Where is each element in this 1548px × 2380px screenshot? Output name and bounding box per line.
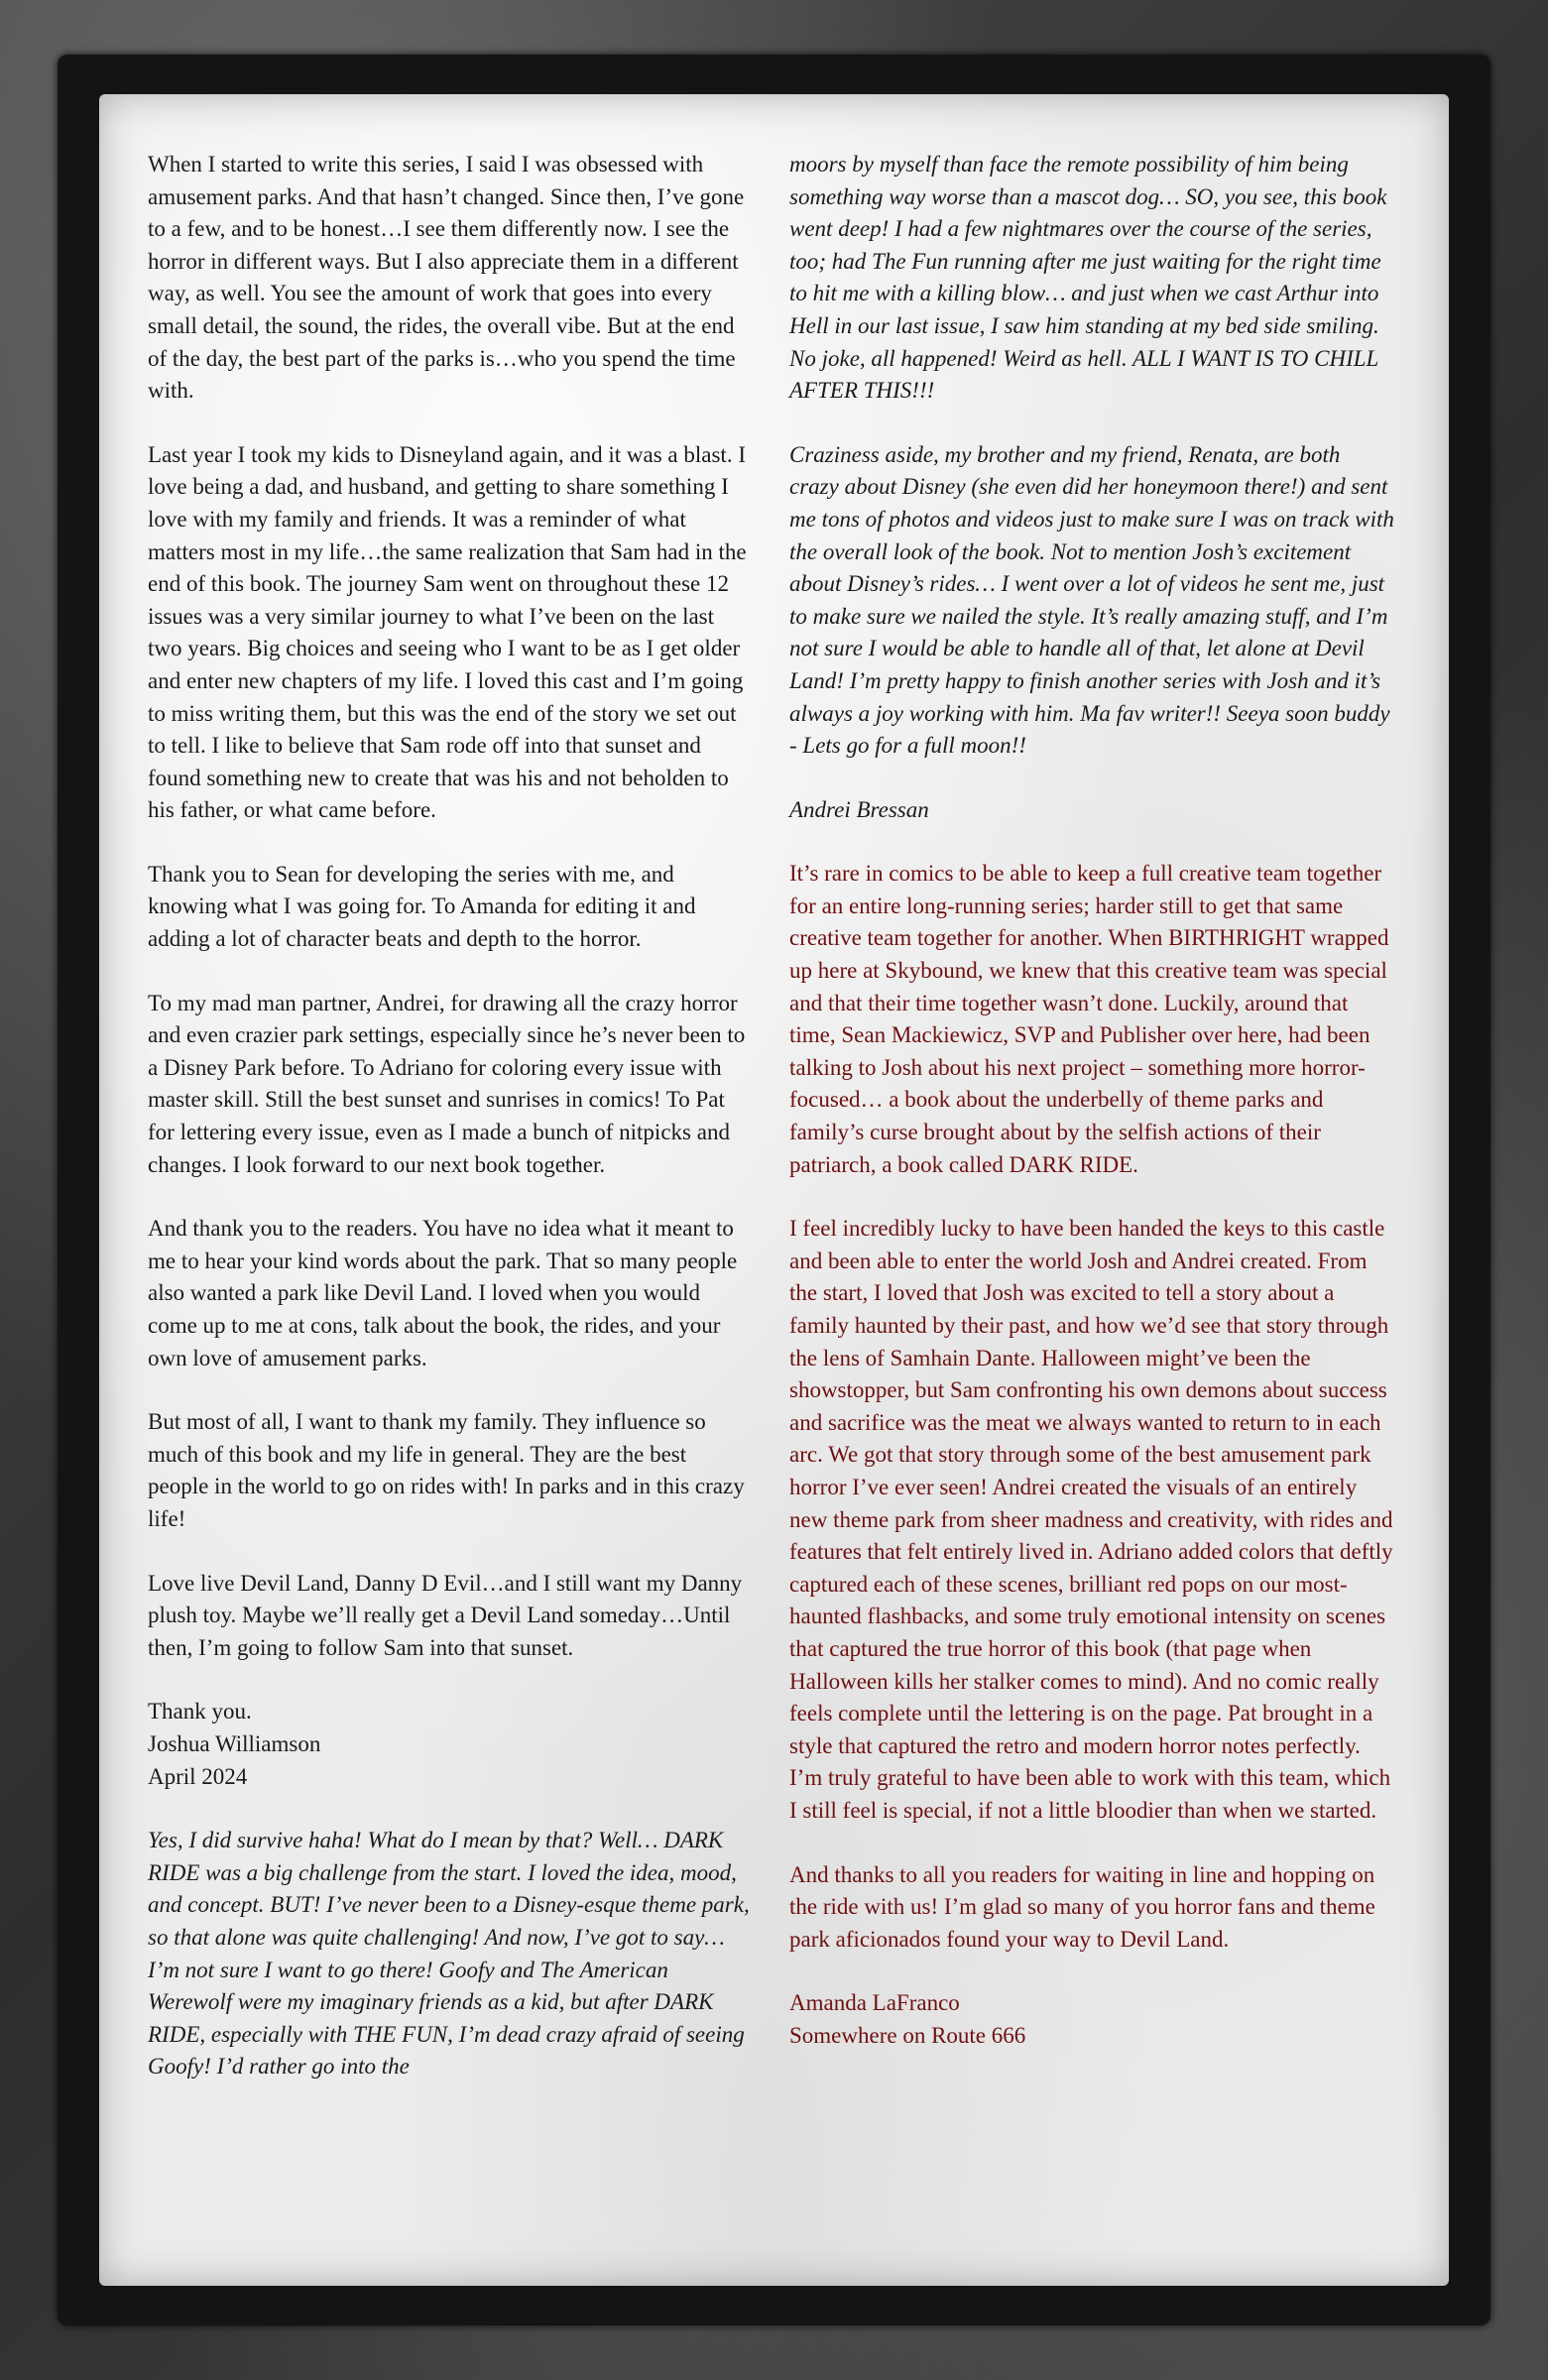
josh-paragraph-4: To my mad man partner, Andrei, for drawing all the crazy horror and even crazier park settings, especially since he’s never been to a Disney Park before. To Adriano for coloring every issue with master skill. Still the best sunset and sunrises in comics! To Pat for lettering every issue, even as I made a bunch of nitpicks and changes. I look forward to our next book together. [148, 990, 746, 1177]
left-column [148, 149, 753, 2115]
signoff-name: Joshua Williamson [148, 1730, 321, 1756]
right-column [789, 149, 1394, 2052]
signoff-thanks: Thank you. [148, 1699, 252, 1725]
josh-paragraph-1: When I started to write this series, I said I was obsessed with amusement parks. And that hasn’t changed. Since then, I’ve gone to a few, and to be honest…I see them differently now. I see the horror in different ways. But I also appreciate them in a different way, as well. You see the amount of work that goes into every small detail, the sound, the rides, the overall vibe. But at the end of the day, the best part of the parks is…who you spend the time with. [148, 152, 745, 404]
amanda-signoff [789, 1987, 1394, 2052]
andrei-paragraph-3: Craziness aside, my brother and my friend, Renata, are both crazy about Disney (she even did her honeymoon there!) and sent me tons of photos and videos just to make sure I was on track with the overall look of the book. Not to mention Josh’s excitement about Disney’s rides… I went over a lot of videos he sent me, just to make sure we nailed the style. It’s really amazing stuff, and I’m not sure I would be able to handle all of that, let alone at Devil Land! I’m pretty happy to finish another series with Josh and it’s always a joy working with him. Ma fav writer!! Seeya soon buddy - Lets go for a full moon!! [789, 441, 1394, 759]
josh-paragraph-6: But most of all, I want to thank my family. They influence so much of this book and my life in general. They are the best people in the world to go on rides with! In parks and in this crazy life! [148, 1409, 745, 1531]
josh-paragraph-7: Love live Devil Land, Danny D Evil…and I still want my Danny plush toy. Maybe we’ll really get a Devil Land someday…Until then, I’m going to follow Sam into that sunset. [148, 1570, 743, 1660]
andrei-paragraph-2: moors by myself than face the remote possibility of him being something way worse than a mascot dog… SO, you see, this book went deep! I had a few nightmares over the course of the series, too; had The Fun running after me just waiting for the right time to hit me with a killing blow… and just when we cast Arthur into Hell in our last issue, I saw him standing at my bed side smiling. No joke, all happened! Weird as hell. ALL I WANT IS TO CHILL AFTER THIS!!! [789, 152, 1387, 404]
amanda-location: Somewhere on Route 666 [789, 2022, 1026, 2048]
signoff-date: April 2024 [148, 1763, 248, 1789]
josh-paragraph-3: Thank you to Sean for developing the series with me, and knowing what I was going for. To Amanda for editing it and adding a lot of character beats and depth to the horror. [148, 861, 696, 952]
amanda-name: Amanda LaFranco [789, 1990, 960, 2016]
andrei-paragraph-1: Yes, I did survive haha! What do I mean by that? Well… DARK RIDE was a big challenge from the start. I loved the idea, mood, and concept. BUT! I’ve never been to a Disney-esque theme park, so that alone was quite challenging! And now, I’ve got to say… I’m not sure I want to go there! Goofy and The American Werewolf were my imaginary friends as a kid, but after DARK RIDE, especially with THE FUN, I’m dead crazy afraid of seeing Goofy! I’d rather go into the [148, 1828, 750, 2080]
andrei-signature: Andrei Bressan [789, 796, 929, 822]
amanda-paragraph-2: I feel incredibly lucky to have been handed the keys to this castle and been able to enter the world Josh and Andrei created. From the start, I loved that Josh was excited to tell a story about a family haunted by their past, and how we’d see that story through the lens of Samhain Dante. Halloween might’ve been the showstopper, but Sam confronting his own demons about success and sacrifice was the meat we always wanted to return to in each arc. We got that story through some of the best amusement park horror I’ve ever seen! Andrei created the visuals of an entirely new theme park from sheer madness and creativity, with rides and features that felt entirely lived in. Adriano added colors that deftly captured each of these scenes, brilliant red pops on our most-haunted flashbacks, and some truly emotional intensity on scenes that captured the true horror of this book (that page when Halloween kills her stalker comes to mind). And no comic really feels complete until the lettering is on the page. Pat brought in a style that captured the retro and modern horror notes perfectly. I’m truly grateful to have been able to work with this team, which I still feel is special, if not a little bloodier than when we started. [789, 1216, 1393, 1823]
josh-paragraph-5: And thank you to the readers. You have no idea what it meant to me to hear your kind words about the park. That so many people also wanted a park like Devil Land. I loved when you would come up to me at cons, talk about the book, the rides, and your own love of amusement parks. [148, 1216, 738, 1370]
josh-paragraph-2: Last year I took my kids to Disneyland again, and it was a blast. I love being a dad, and husband, and getting to share something I love with my family and friends. It was a reminder of what matters most in my life…the same realization that Sam had in the end of this book. The journey Sam went on throughout these 12 issues was a very similar journey to what I’ve been on the last two years. Big choices and seeing who I want to be as I get older and enter new chapters of my life. I loved this cast and I’m going to miss writing them, but this was the end of the story we set out to tell. I like to believe that Sam rode off into that sunset and found something new to create that was his and not beholden to his father, or what came before. [148, 441, 747, 823]
josh-signoff [148, 1696, 753, 1793]
amanda-paragraph-1: It’s rare in comics to be able to keep a full creative team together for an entire long-running series; harder still to get that same creative team together for another. When BIRTHRIGHT wrapped up here at Skybound, we knew that this creative team was special and that their time together wasn’t done. Luckily, around that time, Sean Mackiewicz, SVP and Publisher over here, had been talking to Josh about his next project – something more horror-focused… a book about the underbelly of theme parks and family’s curse brought about by the selfish actions of their patriarch, a book called DARK RIDE. [789, 861, 1389, 1177]
amanda-paragraph-3: And thanks to all you readers for waiting in line and hopping on the ride with us! I’m glad so many of you horror fans and theme park aficionados found your way to Devil Land. [789, 1861, 1375, 1952]
